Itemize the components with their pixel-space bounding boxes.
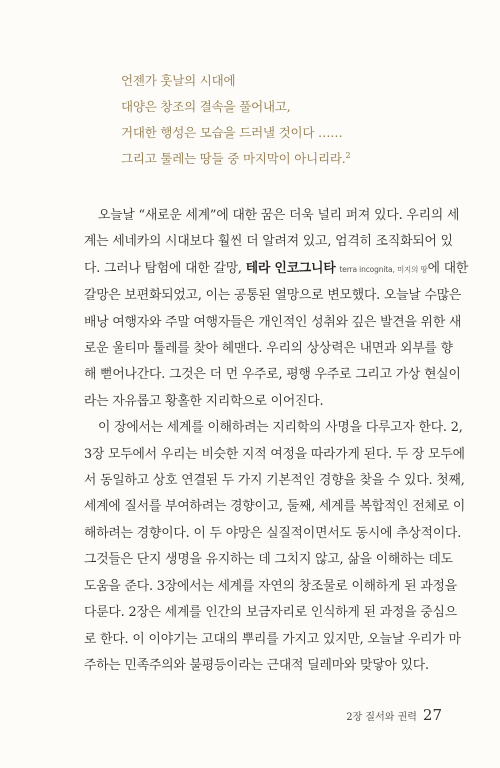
text-line: 3장 모두에서 우리는 비슷한 지적 여정을 따라가게 된다. 두 장 모두에	[84, 446, 465, 462]
quote-line: 거대한 행성은 모습을 드러낼 것이다 ……	[121, 125, 343, 140]
text-line: 오늘날 “새로운 세계”에 대한 꿈은 더욱 널리 퍼져 있다. 우리의 세	[98, 208, 460, 223]
paragraph-2	[84, 415, 466, 679]
quote-line-text: 그리고 툴레는 땅들 중 마지막이 아니리라.	[121, 151, 346, 166]
footnote-marker: 2	[345, 150, 351, 160]
text-line: 해하려는 경향이다. 이 두 야망은 실질적이면서도 동시에 추상적이다.	[84, 525, 462, 541]
text-segment: 다. 그러나 탐험에 대한 갈망,	[84, 260, 246, 276]
text-line: 이 장에서는 세계를 이해하려는 지리학의 사명을 다루고자 한다. 2,	[98, 420, 463, 436]
text-line: 로운 울티마 툴레를 찾아 헤맨다. 우리의 상상력은 내면과 외부를 향	[84, 341, 453, 357]
page-footer	[346, 706, 442, 724]
quote-line: 언젠가 훗날의 시대에	[121, 73, 236, 88]
body-text	[84, 203, 469, 679]
text-line: 계는 세네카의 시대보다 훨씬 더 알려져 있고, 엄격히 조직화되어 있	[84, 234, 453, 250]
text-line: 그것들은 단지 생명을 유지하는 데 그치지 않고, 삶을 이해하는 데도	[84, 552, 453, 568]
text-line: 주하는 민족주의와 불평등이라는 근대적 딜레마와 맞닿아 있다.	[84, 657, 429, 673]
quote-line: 대양은 창조의 결속을 풀어내고,	[121, 99, 291, 114]
text-line: 라는 자유롭고 황홀한 지리학으로 이어진다.	[84, 393, 324, 409]
text-line: 세계에 질서를 부여하려는 경향이고, 둘째, 세계를 복합적인 전체로 이	[84, 499, 466, 515]
term-gloss: terra incognita, 미지의 땅	[339, 264, 428, 274]
text-line	[84, 256, 469, 283]
page-number: 27	[422, 706, 442, 724]
emphasized-term: 테라 인코그니타	[245, 260, 336, 276]
text-line: 다룬다. 2장은 세계를 인간의 보금자리로 인식하게 된 과정을 중심으	[84, 605, 457, 621]
text-line: 해 뻗어나간다. 그것은 더 먼 우주로, 평행 우주로 그리고 가상 현실이	[84, 367, 461, 383]
text-line: 서 동일하고 상호 연결된 두 가지 기본적인 경향을 찾을 수 있다. 첫째,	[84, 473, 465, 489]
epigraph-quote	[121, 68, 451, 172]
text-line: 로 한다. 이 이야기는 고대의 뿌리를 가지고 있지만, 오늘날 우리가 마	[84, 631, 461, 647]
quote-line	[121, 146, 451, 172]
paragraph-1	[84, 203, 469, 415]
text-line: 도움을 준다. 3장에서는 세계를 자연의 창조물로 이해하게 된 과정을	[84, 578, 457, 594]
text-line: 갈망은 보편화되었고, 이는 공통된 열망으로 변모했다. 오늘날 수많은	[84, 288, 462, 304]
running-head: 2장 질서와 권력	[346, 712, 417, 723]
text-segment: 에 대한	[427, 260, 469, 276]
text-line: 배낭 여행자와 주말 여행자들은 개인적인 성취와 깊은 발견을 위한 새	[84, 314, 462, 330]
